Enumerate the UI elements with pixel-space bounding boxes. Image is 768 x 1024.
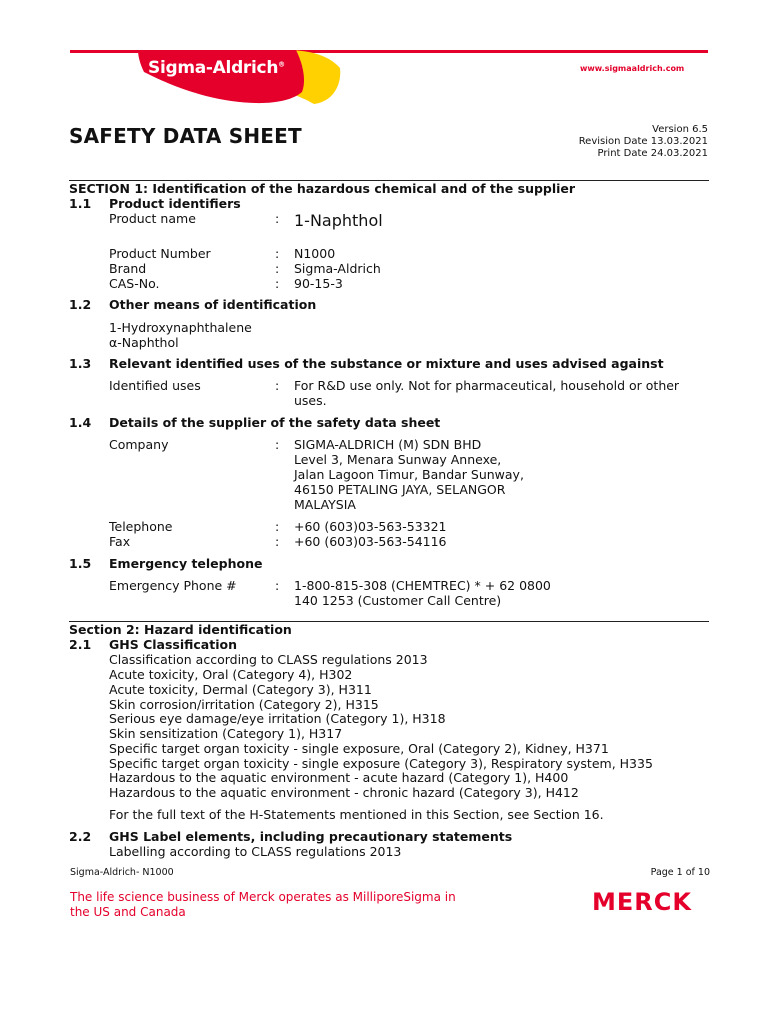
merck-wordmark: MERCK	[592, 888, 692, 914]
colon: :	[275, 211, 280, 226]
identified-uses-line: uses.	[294, 393, 327, 408]
product-number: N1000	[294, 246, 336, 261]
subsection-title: Emergency telephone	[109, 556, 263, 571]
colon: :	[275, 246, 280, 261]
synonym: α-Naphthol	[109, 335, 179, 350]
classification-line: Acute toxicity, Oral (Category 4), H302	[109, 667, 353, 682]
classification-line: Specific target organ toxicity - single exposure (Category 3), Respiratory system, H335	[109, 756, 653, 771]
product-name: 1-Naphthol	[294, 211, 383, 230]
merck-logo	[570, 888, 714, 914]
subsection-number: 1.2	[69, 297, 92, 312]
company-line: Jalan Lagoon Timur, Bandar Sunway,	[294, 467, 524, 482]
classification-line: Acute toxicity, Dermal (Category 3), H311	[109, 682, 372, 697]
website-link[interactable]: www.sigmaaldrich.com	[580, 64, 685, 73]
cas-label: CAS-No.	[109, 276, 160, 291]
revision-date: Revision Date 13.03.2021	[578, 136, 708, 147]
classification-line: Hazardous to the aquatic environment - chronic hazard (Category 3), H412	[109, 785, 579, 800]
print-date: Print Date 24.03.2021	[597, 148, 708, 159]
subsection-title: GHS Classification	[109, 637, 237, 652]
identified-uses-line: For R&D use only. Not for pharmaceutical, household or other	[294, 378, 680, 393]
telephone-label: Telephone	[109, 519, 173, 534]
footer-page-number: Page 1 of 10	[650, 867, 710, 878]
cas-number: 90-15-3	[294, 276, 343, 291]
colon: :	[275, 261, 280, 276]
subsection-number: 1.1	[69, 196, 92, 211]
subsection-number: 2.2	[69, 829, 92, 844]
fax-label: Fax	[109, 534, 131, 549]
synonym: 1-Hydroxynaphthalene	[109, 320, 252, 335]
logo-wordmark: Sigma-Aldrich®	[148, 58, 285, 78]
subsection-number: 2.1	[69, 637, 92, 652]
colon: :	[275, 437, 280, 452]
classification-line: Specific target organ toxicity - single exposure, Oral (Category 2), Kidney, H371	[109, 741, 609, 756]
colon: :	[275, 276, 280, 291]
subsection-title: Other means of identification	[109, 297, 317, 312]
subsection-number: 1.4	[69, 415, 92, 430]
colon: :	[275, 519, 280, 534]
classification-line: Classification according to CLASS regulations 2013	[109, 652, 428, 667]
subsection-number: 1.3	[69, 356, 92, 371]
colon: :	[275, 578, 280, 593]
h-statement-note: For the full text of the H-Statements mentioned in this Section, see Section 16.	[109, 807, 604, 822]
footer-document-ref: Sigma-Aldrich- N1000	[70, 867, 174, 878]
sigma-aldrich-logo	[136, 46, 344, 112]
classification-line: Hazardous to the aquatic environment - acute hazard (Category 1), H400	[109, 770, 569, 785]
labelling-line: Labelling according to CLASS regulations 2013	[109, 844, 402, 859]
fax: +60 (603)03-563-54116	[294, 534, 447, 549]
subsection-title: GHS Label elements, including precautionary statements	[109, 829, 513, 844]
emergency-phone-line: 140 1253 (Customer Call Centre)	[294, 593, 502, 608]
subsection-title: Details of the supplier of the safety data sheet	[109, 415, 441, 430]
company-line: MALAYSIA	[294, 497, 356, 512]
company-label: Company	[109, 437, 169, 452]
product-number-label: Product Number	[109, 246, 211, 261]
company-line: 46150 PETALING JAYA, SELANGOR	[294, 482, 506, 497]
brand-label: Brand	[109, 261, 147, 276]
merck-note	[70, 890, 470, 920]
subsection-title: Relevant identified uses of the substance or mixture and uses advised against	[109, 356, 664, 371]
classification-line: Skin sensitization (Category 1), H317	[109, 726, 343, 741]
section-2-title: Section 2: Hazard identification	[69, 622, 292, 637]
document-title: SAFETY DATA SHEET	[69, 124, 302, 148]
version: Version 6.5	[652, 124, 708, 135]
merck-note-line: the US and Canada	[70, 905, 186, 919]
merck-note-line: The life science business of Merck operates as MilliporeSigma in	[70, 890, 456, 904]
classification-line: Serious eye damage/eye irritation (Category 1), H318	[109, 711, 446, 726]
section-1-title: SECTION 1: Identification of the hazardous chemical and of the supplier	[69, 181, 576, 196]
colon: :	[275, 378, 280, 393]
brand: Sigma-Aldrich	[294, 261, 381, 276]
colon: :	[275, 534, 280, 549]
classification-line: Skin corrosion/irritation (Category 2), H315	[109, 697, 379, 712]
identified-uses-label: Identified uses	[109, 378, 201, 393]
company-line: Level 3, Menara Sunway Annexe,	[294, 452, 502, 467]
emergency-phone-label: Emergency Phone #	[109, 578, 237, 593]
emergency-phone-line: 1-800-815-308 (CHEMTREC) * + 62 0800	[294, 578, 551, 593]
telephone: +60 (603)03-563-53321	[294, 519, 447, 534]
product-name-label: Product name	[109, 211, 196, 226]
subsection-title: Product identifiers	[109, 196, 241, 211]
subsection-number: 1.5	[69, 556, 92, 571]
company-line: SIGMA-ALDRICH (M) SDN BHD	[294, 437, 482, 452]
